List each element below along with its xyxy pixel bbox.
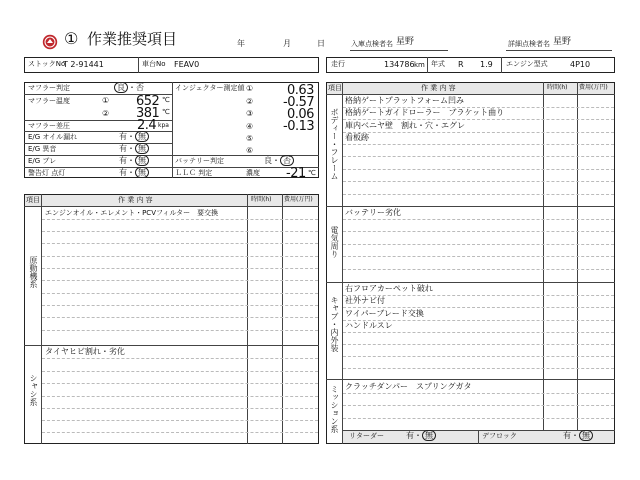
battery-choice[interactable]: 良・ 否 (264, 157, 294, 165)
warning-light-label: 警告灯 点灯 (28, 169, 66, 177)
engine-type-value[interactable]: 4P10 (570, 60, 591, 69)
eg-oil-label: E/G オイル漏れ (28, 133, 78, 141)
eg-shake-label: E/G ブレ (28, 157, 57, 165)
eg-shake-choice[interactable]: 有・ 無 (119, 157, 149, 165)
left-col-item: 項目 (26, 196, 40, 204)
mileage-unit: km (414, 61, 425, 69)
title-badge: ① (64, 29, 79, 48)
mileage-label: 走行 (331, 60, 345, 68)
cabin-section-label: キャブ・内外装 (330, 296, 339, 352)
cabin-item-1[interactable]: 右フロアカーペット破れ (345, 284, 433, 293)
right-col-item: 項目 (328, 84, 342, 92)
receiver-value[interactable]: 星野 (396, 37, 415, 47)
page-title: 作業推奨項目 (87, 30, 178, 48)
difflock-choice[interactable]: 有・ 無 (563, 432, 593, 440)
cabin-item-3[interactable]: ワイパーブレード交換 (345, 309, 424, 318)
year-label: 年 (237, 39, 245, 48)
body-item-1[interactable]: 格納ゲートプラットフォーム凹み (345, 96, 464, 105)
retarder-label: リターダー (349, 432, 384, 440)
concentration-label: 濃度 (246, 169, 260, 177)
year-era: R (458, 60, 464, 69)
mission-section-label: ミッション系 (330, 385, 339, 433)
stock-value[interactable]: T 2-91441 (63, 60, 104, 69)
mileage-value[interactable]: 134786 (384, 60, 415, 69)
right-col-content: 作 業 内 容 (421, 84, 456, 92)
electric-section-label: 電気周り (330, 226, 339, 258)
injector-value-3[interactable]: 0.06 (287, 107, 314, 122)
detail-label: 詳細点検者名 (508, 40, 550, 48)
electric-item-1[interactable]: バッテリー劣化 (345, 208, 401, 217)
left-col-content: 作 業 内 容 (118, 196, 153, 204)
muffler-temp-label: マフラー温度 (28, 97, 70, 105)
mission-item-1[interactable]: クラッチダンパー スプリングガタ (345, 382, 472, 391)
eg-oil-choice[interactable]: 有・ 無 (119, 133, 149, 141)
year-value[interactable]: 1.9 (480, 60, 493, 69)
llc-label: ＬＬＣ 判定 (175, 169, 213, 177)
injector-value-1[interactable]: 0.63 (287, 83, 314, 98)
injector-label: インジェクター測定値 (175, 84, 245, 92)
detail-value[interactable]: 星野 (553, 37, 572, 47)
engine-work-item[interactable]: エンジンオイル・エレメント・PCVフィルター 要交換 (45, 209, 219, 217)
injector-value-4[interactable]: -0.13 (283, 119, 315, 134)
engine-type-label: エンジン型式 (506, 60, 548, 68)
month-label: 月 (283, 39, 291, 48)
body-item-4[interactable]: 看板跡 (345, 133, 369, 142)
model-value[interactable]: FEAV0 (174, 60, 200, 69)
detail-underline (506, 50, 612, 51)
left-col-cost: 費用(万円) (284, 196, 313, 203)
right-col-cost: 費用(万円) (579, 84, 608, 91)
body-section-label: ボディー・フレーム (330, 108, 339, 180)
llc-value[interactable]: -21 (286, 166, 306, 181)
warning-light-choice[interactable]: 有・ 無 (119, 169, 149, 177)
eg-noise-label: E/G 異音 (28, 145, 57, 153)
day-label: 日 (317, 39, 325, 48)
cabin-item-2[interactable]: 社外ナビ付 (345, 296, 385, 305)
cabin-item-4[interactable]: ハンドルスレ (345, 321, 393, 330)
muffler-temp-1[interactable]: 652 (136, 94, 160, 109)
muffler-judge-label: マフラー判定 (28, 84, 70, 92)
injector-value-2[interactable]: -0.57 (283, 95, 315, 110)
muffler-judge-choice[interactable]: 良 ・否 (114, 84, 144, 92)
right-col-time: 時間(h) (547, 84, 568, 91)
receiver-underline (350, 50, 448, 51)
company-logo-icon (42, 34, 58, 50)
muffler-temp-2[interactable]: 381 (136, 106, 160, 121)
retarder-choice[interactable]: 有・ 無 (406, 432, 436, 440)
muffler-diff-label: マフラー差圧 (28, 122, 70, 130)
engine-section-label: 原動機系 (29, 256, 38, 288)
year-type-label: 年式 (431, 60, 445, 68)
model-label: 車台No (142, 60, 166, 68)
body-item-2[interactable]: 格納ゲートガイドローラー ブラケット曲り (345, 108, 505, 117)
body-item-3[interactable]: 庫内ベニヤ壁 割れ・穴・エグレ (345, 121, 465, 130)
receiver-label: 入庫点検者名 (351, 40, 393, 48)
stock-label: ストックNo (28, 60, 66, 68)
chassis-work-item[interactable]: タイヤヒビ割れ・劣化 (45, 347, 125, 356)
muffler-diff-value[interactable]: 2.4 (137, 118, 157, 133)
left-col-time: 時間(h) (251, 196, 272, 203)
eg-noise-choice[interactable]: 有・ 無 (119, 145, 149, 153)
difflock-label: デフロック (482, 432, 517, 440)
battery-label: バッテリー判定 (175, 157, 224, 165)
chassis-section-label: シャシ系 (29, 374, 38, 406)
